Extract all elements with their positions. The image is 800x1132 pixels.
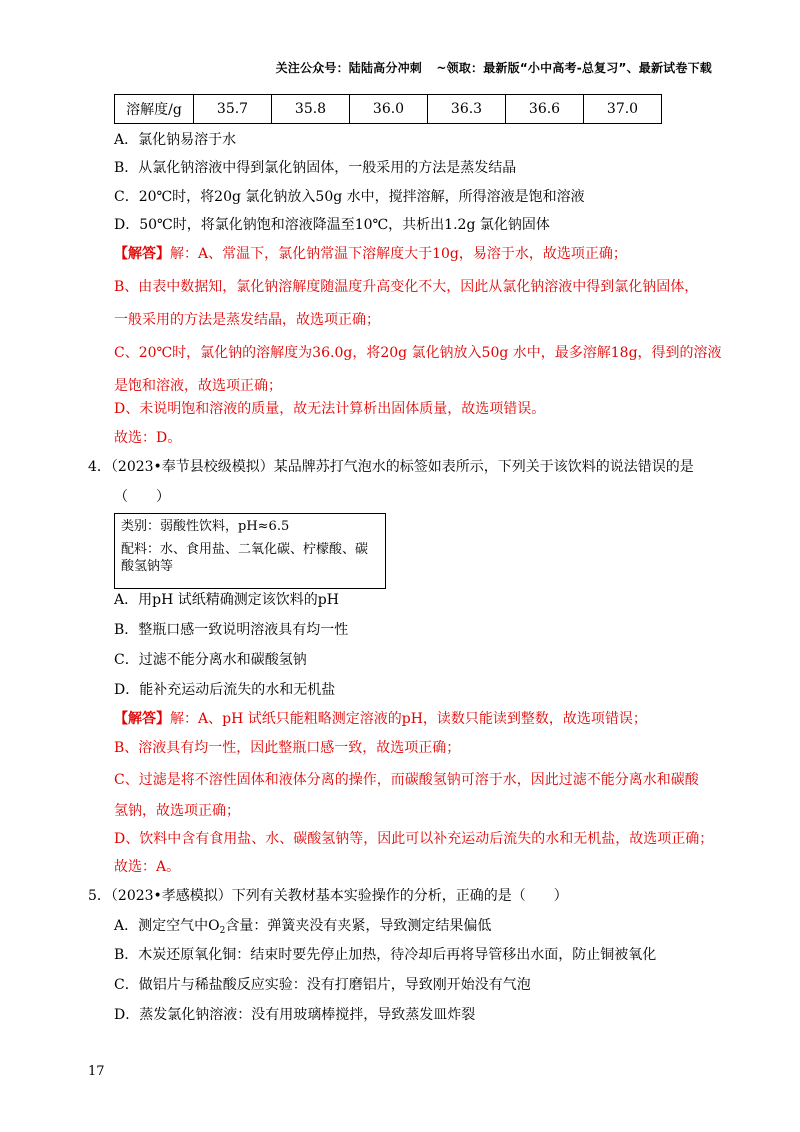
page-number: 17 [88,1064,105,1079]
q4-paren: （ ） [114,489,170,505]
option-a-text: A．测定空气中O [114,918,220,934]
answer-tag: 【解答】 [114,711,170,727]
table-row [115,95,662,124]
q3-answer-line: 故选：D。 [114,430,182,446]
q3-answer-line: B、由表中数据知，氯化钠溶解度随温度升高变化不大，因此从氯化钠溶液中得到氯化钠固体， [114,279,699,295]
solubility-table [114,94,662,124]
q3-answer-line: 是饱和溶液，故选项正确； [114,378,282,394]
table-cell: 36.3 [428,95,506,124]
q3-option-d: D．50℃时，将氯化钠饱和溶液降温至10℃，共析出1.2g 氯化钠固体 [114,217,550,233]
q3-answer-line [114,244,627,264]
q4-option-b: B．整瓶口感一致说明溶液具有均一性 [114,622,349,638]
q4-answer-line: 故选：A。 [114,859,181,875]
answer-text: 解：A、常温下，氯化钠常温下溶解度大于10g，易溶于水，故选项正确； [170,246,627,262]
header-left: 关注公众号：陆陆高分冲刺 [275,61,422,75]
drink-label-box [114,513,386,589]
option-a-text-rest: 含量：弹簧夹没有夹紧，导致测定结果偏低 [225,918,492,934]
q3-option-a: A．氯化钠易溶于水 [114,132,237,148]
header-right: ~领取：最新版“小中高考-总复习”、最新试卷下载 [436,61,712,75]
q5-option-d: D．蒸发氯化钠溶液：没有用玻璃棒搅拌，导致蒸发皿炸裂 [114,1007,476,1023]
table-cell: 36.6 [506,95,584,124]
q3-option-c: C．20℃时，将20g 氯化钠放入50g 水中，搅拌溶解，所得溶液是饱和溶液 [114,189,585,205]
q4-answer-line: D、饮料中含有食用盐、水、碳酸氢钠等，因此可以补充运动后流失的水和无机盐，故选项正确； [114,831,714,847]
subscript-2: 2 [219,926,226,936]
q4-answer-line: C、过滤是将不溶性固体和液体分离的操作，而碳酸氢钠可溶于水，因此过滤不能分离水和碳酸 [114,772,699,788]
q5-option-c: C．做铝片与稀盐酸反应实验：没有打磨铝片，导致刚开始没有气泡 [114,977,531,993]
q5-option-a [114,916,491,936]
table-row-label: 溶解度/g [115,95,194,124]
q5-option-b: B．木炭还原氧化铜：结束时要先停止加热，待冷却后再将导管移出水面，防止铜被氧化 [114,947,657,963]
q4-option-d: D．能补充运动后流失的水和无机盐 [114,682,336,698]
q3-option-b: B．从氯化钠溶液中得到氯化钠固体，一般采用的方法是蒸发结晶 [114,160,517,176]
table-cell: 35.7 [194,95,272,124]
page-header [266,59,712,76]
q3-answer-line: 一般采用的方法是蒸发结晶，故选项正确； [114,312,380,328]
q3-answer-line: C、20℃时，氯化钠的溶解度为36.0g，将20g 氯化钠放入50g 水中，最多溶解18g，得到的溶液 [114,345,722,361]
table-cell: 36.0 [350,95,428,124]
table-cell: 37.0 [584,95,662,124]
q4-stem: 4．（2023•奉节县校级模拟）某品牌苏打气泡水的标签如表所示，下列关于该饮料的说法错误的是 [88,459,694,475]
q4-option-c: C．过滤不能分离水和碳酸氢钠 [114,652,307,668]
label-ingredients: 配料：水、食用盐、二氧化碳、柠檬酸、碳酸氢钠等 [121,542,369,574]
q4-answer-line: 氢钠，故选项正确； [114,803,240,819]
label-category: 类别：弱酸性饮料，pH≈6.5 [121,519,290,534]
q4-answer-line [114,709,647,729]
q3-answer-line: D、未说明饱和溶液的质量，故无法计算析出固体质量，故选项错误。 [114,401,546,417]
q5-stem: 5．（2023•孝感模拟）下列有关教材基本实验操作的分析，正确的是（ ） [88,888,568,904]
answer-text: 解：A、pH 试纸只能粗略测定溶液的pH，读数只能读到整数，故选项错误； [170,711,647,727]
q4-option-a: A．用pH 试纸精确测定该饮料的pH [114,592,339,608]
answer-tag: 【解答】 [114,246,170,262]
q4-answer-line: B、溶液具有均一性，因此整瓶口感一致，故选项正确； [114,740,461,756]
table-cell: 35.8 [272,95,350,124]
